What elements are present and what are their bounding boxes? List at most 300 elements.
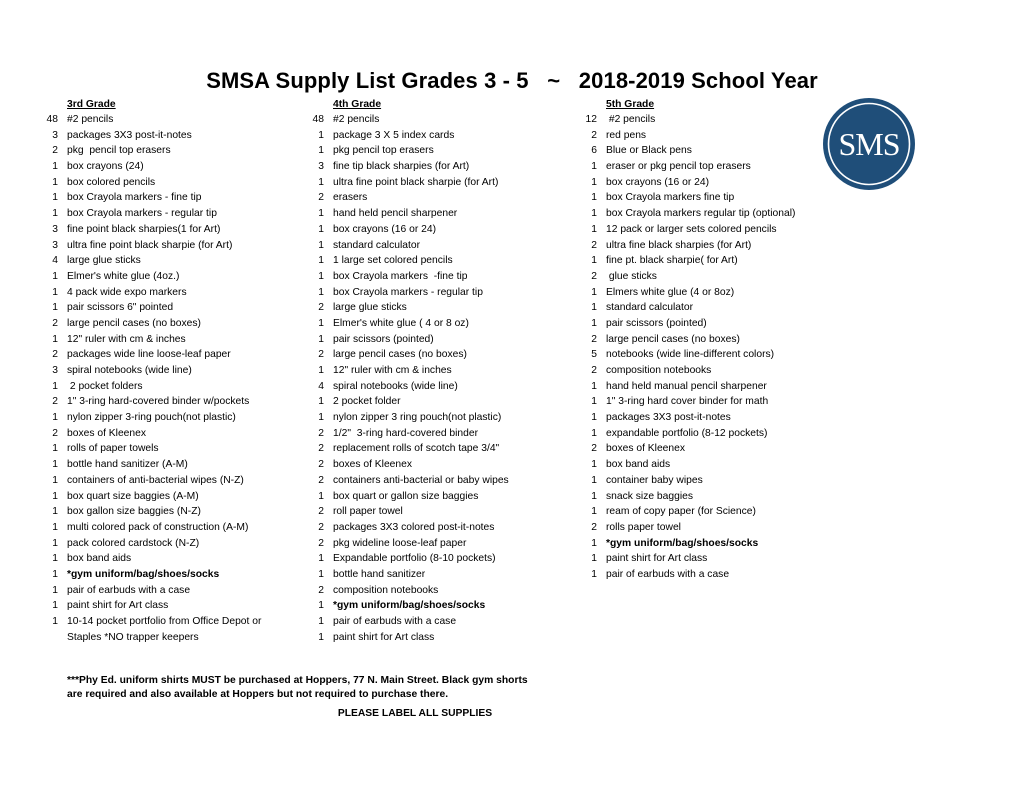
supply-name: glue sticks: [606, 270, 657, 282]
supply-item: [591, 269, 795, 285]
supply-item: [591, 394, 795, 410]
supply-item: [52, 347, 261, 363]
supply-quantity: 1: [318, 286, 324, 298]
supply-name: pair scissors (pointed): [606, 317, 707, 329]
supply-quantity: 1: [591, 412, 597, 424]
supply-item: [318, 238, 509, 254]
supply-item: [52, 128, 261, 144]
supply-name: box gallon size baggies (N-Z): [67, 506, 201, 518]
supply-name: 2 pocket folders: [67, 380, 143, 392]
supply-quantity: 1: [591, 459, 597, 471]
supply-quantity: 1: [52, 443, 58, 455]
supply-item: [318, 489, 509, 505]
supply-quantity: 1: [52, 208, 58, 220]
supply-item: [52, 473, 261, 489]
supply-item: [591, 300, 795, 316]
supply-name: pkg wideline loose-leaf paper: [333, 537, 467, 549]
supply-quantity: 4: [52, 255, 58, 267]
supply-name: box quart size baggies (A-M): [67, 490, 199, 502]
supply-name: 1" 3-ring hard cover binder for math: [606, 396, 769, 408]
supply-quantity: 1: [318, 208, 324, 220]
supply-item: [52, 504, 261, 520]
supply-quantity: 2: [52, 349, 58, 361]
supply-name: containers of anti-bacterial wipes (N-Z): [67, 474, 244, 486]
supply-item: [318, 410, 509, 426]
supply-item: [591, 206, 796, 222]
supply-quantity: 1: [52, 584, 58, 596]
supply-name: large pencil cases (no boxes): [606, 333, 740, 345]
supply-item: [318, 504, 509, 520]
supply-item: [318, 269, 509, 285]
supply-quantity: 1: [591, 255, 597, 267]
supply-item: [52, 379, 261, 395]
supply-item: [591, 316, 795, 332]
supply-quantity: 6: [591, 145, 597, 157]
supply-quantity: 1: [52, 270, 58, 282]
supply-name: large pencil cases (no boxes): [67, 317, 201, 329]
supply-item: [52, 426, 261, 442]
supply-name: pair of earbuds with a case: [606, 568, 730, 580]
supply-quantity: 2: [591, 521, 597, 533]
supply-quantity: 12: [585, 114, 597, 125]
supply-item: [318, 583, 509, 599]
supply-name: rolls of paper towels: [67, 443, 159, 455]
supply-item: [591, 473, 795, 489]
supply-item: [52, 316, 261, 332]
supply-name: 2 pocket folder: [333, 396, 401, 408]
supply-quantity: 2: [318, 459, 324, 471]
supply-name: fine point black sharpies(1 for Art): [67, 223, 221, 235]
supply-name: nylon zipper 3-ring pouch(not plastic): [67, 412, 236, 424]
supply-quantity: 1: [318, 600, 324, 612]
supply-item: [318, 394, 509, 410]
supply-item: [52, 394, 261, 410]
supply-quantity: 2: [318, 506, 324, 518]
supply-quantity: 1: [318, 129, 324, 141]
supply-quantity: 2: [318, 427, 324, 439]
supply-item: [52, 614, 262, 630]
supply-item: [318, 222, 509, 238]
grade-heading: 3rd Grade: [67, 99, 116, 110]
supply-name: 12 pack or larger sets colored pencils: [606, 223, 777, 235]
supply-name: snack size baggies: [606, 490, 694, 502]
supply-quantity: 2: [52, 317, 58, 329]
supply-name: paint shirt for Art class: [67, 600, 169, 612]
supply-item: [52, 175, 261, 191]
supply-item: [318, 473, 509, 489]
supply-quantity: 1: [591, 396, 597, 408]
supply-name: package 3 X 5 index cards: [333, 129, 455, 141]
supply-item: [46, 112, 261, 128]
supply-item: [318, 379, 509, 395]
supply-quantity: 2: [318, 584, 324, 596]
supply-name: container baby wipes: [606, 474, 703, 486]
supply-name: hand held manual pencil sharpener: [606, 380, 767, 392]
supply-quantity: 1: [52, 490, 58, 502]
supply-name: nylon zipper 3 ring pouch(not plastic): [333, 412, 502, 424]
supply-quantity: 1: [591, 568, 597, 580]
supply-item: [318, 206, 509, 222]
supply-item: [318, 567, 509, 583]
supply-item: [52, 457, 261, 473]
supply-item: [318, 347, 509, 363]
supply-name: 1" 3-ring hard-covered binder w/pockets: [67, 396, 250, 408]
supply-item: [318, 614, 509, 630]
supply-name: box Crayola markers fine tip: [606, 192, 735, 204]
supply-item: [591, 285, 795, 301]
supply-name: eraser or pkg pencil top erasers: [606, 161, 751, 173]
supply-quantity: 2: [52, 145, 58, 157]
supply-quantity: 1: [591, 176, 597, 188]
supply-quantity: 1: [591, 208, 597, 220]
supply-item: [591, 159, 795, 175]
supply-name: pkg pencil top erasers: [67, 145, 171, 157]
supply-name: Staples *NO trapper keepers: [67, 631, 199, 643]
supply-quantity: 1: [318, 616, 324, 627]
supply-quantity: 1: [318, 145, 324, 157]
supply-name: paint shirt for Art class: [333, 631, 435, 643]
supply-item: [318, 457, 509, 473]
supply-quantity: 1: [318, 412, 324, 424]
supply-quantity: 2: [591, 270, 597, 282]
supply-name: boxes of Kleenex: [606, 443, 685, 455]
supply-name: replacement rolls of scotch tape 3/4": [333, 443, 500, 455]
supply-item: [52, 567, 261, 583]
supply-quantity: 48: [312, 114, 324, 125]
supply-quantity: 1: [591, 474, 597, 486]
supply-item: [52, 410, 261, 426]
supply-item: [52, 285, 261, 301]
supply-quantity: 1: [591, 380, 597, 392]
supply-quantity: 4: [318, 380, 324, 392]
supply-name: pkg pencil top erasers: [333, 145, 434, 157]
grade-4-column: [312, 97, 509, 645]
supply-quantity: 1: [52, 506, 58, 518]
supply-name: Blue or Black pens: [606, 145, 692, 157]
supply-item: [67, 630, 261, 646]
supply-quantity: 1: [52, 537, 58, 549]
supply-item: [591, 222, 795, 238]
supply-quantity: 1: [52, 568, 58, 580]
supply-quantity: 1: [591, 427, 597, 439]
supply-item: [52, 363, 261, 379]
supply-name: 4 pack wide expo markers: [67, 286, 187, 298]
supply-item: [52, 583, 261, 599]
supply-quantity: 3: [52, 239, 58, 251]
supply-name: packages 3X3 colored post-it-notes: [333, 521, 495, 533]
grade-3-column: [46, 97, 262, 645]
supply-name: rolls paper towel: [606, 521, 681, 533]
supply-quantity: 1: [52, 521, 58, 533]
supply-item: [52, 159, 261, 175]
supply-item: [318, 316, 509, 332]
supply-list: [46, 112, 262, 645]
supply-name: large glue sticks: [333, 302, 407, 314]
supply-name: standard calculator: [606, 302, 694, 314]
supply-quantity: 2: [591, 129, 597, 141]
supply-name: ultra fine point black sharpie (for Art): [333, 176, 499, 188]
supply-item: [52, 300, 261, 316]
supply-name: box crayons (16 or 24): [333, 223, 437, 235]
supply-item: [52, 598, 261, 614]
supply-name: large pencil cases (no boxes): [333, 349, 467, 361]
supply-item: [591, 441, 795, 457]
supply-name: Elmers white glue (4 or 8oz): [606, 286, 735, 298]
supply-quantity: 1: [52, 192, 58, 204]
supply-quantity: 1: [318, 396, 324, 408]
supply-item: [591, 567, 795, 583]
supply-quantity: 1: [52, 600, 58, 612]
supply-item: [52, 551, 261, 567]
supply-name: fine pt. black sharpie( for Art): [606, 255, 738, 267]
supply-item: [591, 410, 795, 426]
supply-quantity: 1: [52, 616, 58, 627]
supply-item: [318, 300, 509, 316]
supply-quantity: 1: [591, 286, 597, 298]
supply-name: Elmer's white glue ( 4 or 8 oz): [333, 317, 469, 329]
supply-quantity: 1: [591, 302, 597, 314]
supply-name: hand held pencil sharpener: [333, 208, 458, 220]
supply-item: [591, 520, 795, 536]
supply-name: box Crayola markers - fine tip: [67, 192, 202, 204]
grade-heading: 4th Grade: [333, 99, 382, 110]
supply-name: box crayons (16 or 24): [606, 176, 710, 188]
supply-item: [585, 112, 795, 128]
supply-name: #2 pencils: [67, 114, 114, 125]
supply-name: box Crayola markers -fine tip: [333, 270, 468, 282]
uniform-note: [67, 674, 587, 702]
supply-name: #2 pencils: [333, 114, 380, 125]
supply-quantity: 1: [318, 365, 324, 376]
supply-item: [318, 536, 509, 552]
supply-item: [591, 551, 795, 567]
supply-item: [52, 441, 261, 457]
supply-quantity: 1: [591, 553, 597, 565]
supply-name: large glue sticks: [67, 255, 141, 267]
supply-quantity: 1: [52, 161, 58, 173]
supply-name: 12" ruler with cm & inches: [333, 365, 452, 376]
supply-name: #2 pencils: [606, 114, 656, 125]
supply-name: Expandable portfolio (8-10 pockets): [333, 553, 496, 565]
supply-name: packages 3X3 post-it-notes: [67, 129, 192, 141]
supply-item: [318, 128, 509, 144]
supply-list: [312, 112, 509, 645]
supply-item: [591, 536, 795, 552]
supply-name: boxes of Kleenex: [67, 427, 146, 439]
supply-quantity: 1: [52, 474, 58, 486]
supply-item: [318, 598, 509, 614]
supply-name: 1 large set colored pencils: [333, 255, 453, 267]
supply-name: notebooks (wide line-different colors): [606, 349, 775, 361]
supply-quantity: 1: [52, 286, 58, 298]
supply-name: erasers: [333, 192, 368, 204]
school-logo: [822, 97, 916, 191]
supply-name: pair scissors 6" pointed: [67, 302, 174, 314]
supply-name: box Crayola markers - regular tip: [333, 286, 483, 298]
supply-quantity: 1: [591, 161, 597, 173]
supply-quantity: 1: [591, 223, 597, 235]
supply-item: [591, 253, 795, 269]
supply-quantity: 2: [591, 333, 597, 345]
page-title: SMSA Supply List Grades 3 - 5 ~ 2018-2019 School Year: [206, 68, 818, 93]
supply-item: [318, 285, 509, 301]
supply-quantity: 1: [52, 333, 58, 345]
supply-quantity: 1: [591, 317, 597, 329]
supply-quantity: 2: [591, 443, 597, 455]
supply-name: boxes of Kleenex: [333, 459, 412, 471]
supply-name: pair of earbuds with a case: [67, 584, 191, 596]
supply-quantity: 1: [318, 568, 324, 580]
supply-quantity: 2: [318, 443, 324, 455]
label-supplies-footer: PLEASE LABEL ALL SUPPLIES: [337, 708, 493, 719]
supply-item: [591, 347, 795, 363]
supply-item: [591, 332, 795, 348]
supply-quantity: 3: [52, 129, 58, 141]
supply-name: 12" ruler with cm & inches: [67, 333, 186, 345]
supply-quantity: 2: [318, 537, 324, 549]
supply-name: pair of earbuds with a case: [333, 616, 457, 627]
logo-text: SMS: [838, 126, 900, 162]
supply-item: [591, 190, 795, 206]
supply-quantity: 2: [52, 427, 58, 439]
supply-name: *gym uniform/bag/shoes/socks: [606, 537, 759, 549]
supply-name: ultra fine point black sharpie (for Art): [67, 239, 233, 251]
supply-quantity: 2: [591, 239, 597, 251]
supply-item: [52, 332, 261, 348]
supply-item: [318, 551, 509, 567]
supply-quantity: 1: [52, 412, 58, 424]
supply-item: [52, 238, 261, 254]
supply-quantity: 2: [318, 192, 324, 204]
supply-item: [318, 143, 509, 159]
supply-quantity: 2: [318, 521, 324, 533]
supply-quantity: 1: [318, 176, 324, 188]
supply-quantity: 1: [318, 317, 324, 329]
supply-name: spiral notebooks (wide line): [67, 365, 192, 376]
supply-quantity: 5: [591, 349, 597, 361]
supply-name: standard calculator: [333, 239, 421, 251]
supply-quantity: 3: [52, 365, 58, 376]
supply-quantity: 1: [318, 223, 324, 235]
supply-item: [318, 253, 509, 269]
supply-name: multi colored pack of construction (A-M): [67, 521, 249, 533]
supply-quantity: 3: [318, 161, 324, 173]
supply-item: [318, 332, 509, 348]
supply-item: [591, 363, 795, 379]
supply-item: [52, 143, 261, 159]
supply-name: *gym uniform/bag/shoes/socks: [333, 600, 486, 612]
supply-quantity: 1: [318, 255, 324, 267]
grade-5-column: [585, 97, 796, 583]
supply-quantity: 1: [318, 239, 324, 251]
supply-quantity: 1: [52, 176, 58, 188]
supply-name: spiral notebooks (wide line): [333, 380, 458, 392]
supply-name: box colored pencils: [67, 176, 156, 188]
supply-quantity: 2: [318, 302, 324, 314]
supply-name: bottle hand sanitizer (A-M): [67, 459, 188, 471]
supply-item: [52, 536, 261, 552]
supply-item: [52, 253, 261, 269]
supply-name: box quart or gallon size baggies: [333, 490, 479, 502]
supply-quantity: 1: [318, 333, 324, 345]
supply-quantity: 1: [318, 270, 324, 282]
supply-name: pack colored cardstock (N-Z): [67, 537, 200, 549]
uniform-note-line: ***Phy Ed. uniform shirts MUST be purchased at Hoppers, 77 N. Main Street. Black gym shorts: [67, 675, 528, 686]
supply-item: [591, 457, 795, 473]
supply-quantity: 1: [52, 302, 58, 314]
supply-item: [52, 489, 261, 505]
supply-name: ream of copy paper (for Science): [606, 506, 756, 518]
supply-quantity: 1: [318, 553, 324, 565]
supply-item: [318, 190, 509, 206]
supply-name: box Crayola markers regular tip (optional): [606, 208, 796, 220]
supply-name: red pens: [606, 129, 647, 141]
supply-item: [318, 630, 509, 646]
grade-heading: 5th Grade: [606, 99, 655, 110]
supply-item: [591, 489, 795, 505]
supply-item: [591, 379, 795, 395]
supply-name: *gym uniform/bag/shoes/socks: [67, 568, 220, 580]
supply-item: [591, 175, 795, 191]
supply-quantity: 2: [591, 365, 597, 376]
supply-name: box Crayola markers - regular tip: [67, 208, 217, 220]
supply-item: [318, 159, 509, 175]
supply-item: [591, 128, 795, 144]
supply-quantity: 2: [52, 396, 58, 408]
supply-item: [52, 190, 261, 206]
supply-name: packages 3X3 post-it-notes: [606, 412, 731, 424]
supply-name: 1/2" 3-ring hard-covered binder: [333, 427, 479, 439]
supply-item: [591, 504, 795, 520]
supply-item: [52, 222, 261, 238]
supply-quantity: 48: [46, 114, 58, 125]
supply-quantity: 1: [52, 553, 58, 565]
supply-list: [585, 112, 796, 583]
supply-name: box band aids: [606, 459, 671, 471]
supply-quantity: 1: [318, 631, 324, 643]
supply-name: composition notebooks: [606, 365, 712, 376]
supply-item: [591, 238, 795, 254]
supply-name: containers anti-bacterial or baby wipes: [333, 474, 509, 486]
supply-name: composition notebooks: [333, 584, 439, 596]
supply-item: [52, 520, 261, 536]
supply-quantity: 2: [318, 474, 324, 486]
supply-item: [591, 143, 795, 159]
supply-name: Elmer's white glue (4oz.): [67, 270, 180, 282]
supply-name: fine tip black sharpies (for Art): [333, 161, 470, 173]
supply-item: [312, 112, 509, 128]
supply-name: roll paper towel: [333, 506, 403, 518]
supply-name: ultra fine black sharpies (for Art): [606, 239, 752, 251]
supply-item: [52, 206, 261, 222]
supply-name: bottle hand sanitizer: [333, 568, 426, 580]
supply-item: [318, 175, 509, 191]
supply-item: [318, 426, 509, 442]
supply-quantity: 1: [591, 192, 597, 204]
supply-quantity: 1: [591, 506, 597, 518]
supply-name: expandable portfolio (8-12 pockets): [606, 427, 768, 439]
supply-quantity: 2: [318, 349, 324, 361]
supply-name: pair scissors (pointed): [333, 333, 434, 345]
supply-item: [591, 426, 795, 442]
supply-quantity: 1: [318, 490, 324, 502]
supply-quantity: 3: [52, 223, 58, 235]
supply-item: [318, 520, 509, 536]
supply-item: [318, 441, 509, 457]
supply-name: box band aids: [67, 553, 132, 565]
supply-name: packages wide line loose-leaf paper: [67, 349, 231, 361]
supply-name: box crayons (24): [67, 161, 144, 173]
